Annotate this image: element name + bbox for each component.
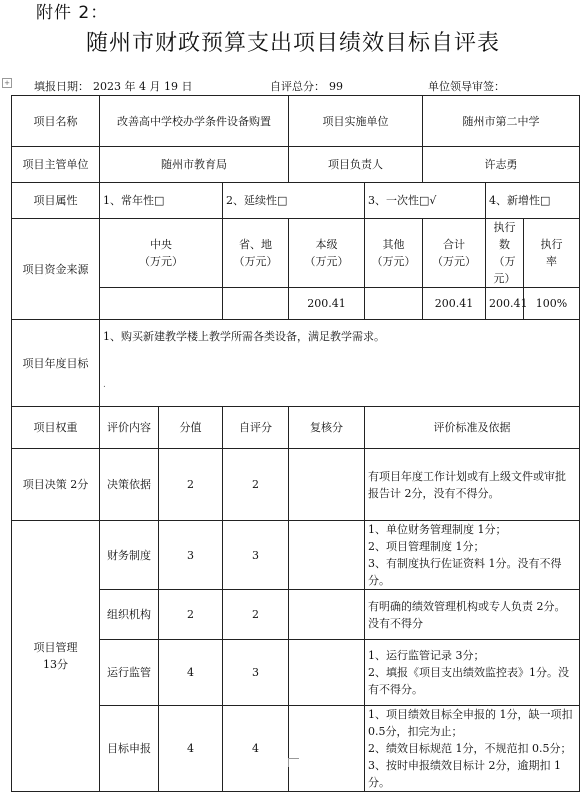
mgmt-standard-finance: 1、单位财务管理制度 1分； 2、项目管理制度 1分； 3、有制度执行佐证资料 1分。没有不得分。	[365, 521, 580, 590]
mgmt-self-supervision: 3	[223, 640, 289, 706]
funds-value-local: 200.41	[289, 288, 365, 320]
mgmt-score-org: 2	[159, 590, 223, 640]
mgmt-self-finance: 3	[223, 521, 289, 590]
mgmt-review-supervision	[289, 640, 365, 706]
attr-option-2: 2、延续性□	[223, 183, 365, 219]
table-row	[12, 147, 580, 183]
attr-option-1: 1、常年性□	[100, 183, 223, 219]
decision-score: 2	[159, 449, 223, 521]
evaluation-table	[11, 95, 580, 792]
mgmt-self-target: 4	[223, 706, 289, 792]
table-row	[12, 96, 580, 147]
goal-text-line: 1、购买新建教学楼上教学所需各类设备，满足教学需求。	[103, 330, 385, 343]
funds-header-province: 省、地 （万元）	[223, 219, 289, 288]
attr-option-3: 3、一次性□√	[365, 183, 486, 219]
leader-signoff	[428, 78, 509, 94]
goal-label: 项目年度目标	[12, 320, 100, 407]
total-score-label: 自评总分：	[270, 80, 325, 93]
funds-header-rate: 执行 率	[524, 219, 580, 288]
header-self: 自评分	[223, 407, 289, 449]
dept-label: 项目主管单位	[12, 147, 100, 183]
dept-value: 随州市教育局	[100, 147, 289, 183]
fill-date-label: 填报日期：	[34, 80, 89, 93]
impl-unit-value: 随州市第二中学	[423, 96, 580, 147]
fill-date	[34, 78, 196, 94]
page-corner-mark	[288, 758, 299, 767]
table-row	[12, 521, 580, 590]
mgmt-standard-org: 有明确的绩效管理机构或专人负责 2分。没有不得分	[365, 590, 580, 640]
mgmt-standard-supervision: 1、运行监管记录 3分； 2、填报《项目支出绩效监控表》1分。没有不得分。	[365, 640, 580, 706]
owner-value: 许志勇	[423, 147, 580, 183]
attr-option-4: 4、新增性□	[486, 183, 580, 219]
impl-unit-label: 项目实施单位	[289, 96, 423, 147]
funds-header-total: 合计 （万元）	[423, 219, 486, 288]
decision-weight: 项目决策 2分	[12, 449, 100, 521]
mgmt-score-target: 4	[159, 706, 223, 792]
funds-label: 项目资金来源	[12, 219, 100, 320]
mgmt-content-target: 目标申报	[100, 706, 159, 792]
decision-standard: 有项目年度工作计划或有上级文件或审批报告计 2分，没有不得分。	[365, 449, 580, 521]
mgmt-content-org: 组织机构	[100, 590, 159, 640]
mgmt-content-finance: 财务制度	[100, 521, 159, 590]
header-standard: 评价标准及依据	[365, 407, 580, 449]
header-content: 评价内容	[100, 407, 159, 449]
goal-text	[100, 320, 580, 407]
mgmt-content-supervision: 运行监管	[100, 640, 159, 706]
funds-value-province	[223, 288, 289, 320]
form-title: 随州市财政预算支出项目绩效目标自评表	[85, 31, 500, 56]
table-row	[12, 407, 580, 449]
table-row	[12, 183, 580, 219]
header-score: 分值	[159, 407, 223, 449]
total-score-value: 99	[329, 80, 343, 93]
funds-value-other	[365, 288, 423, 320]
header-review: 复核分	[289, 407, 365, 449]
table-row	[12, 449, 580, 521]
attr-label: 项目属性	[12, 183, 100, 219]
mgmt-review-target	[289, 706, 365, 792]
funds-value-rate: 100%	[524, 288, 580, 320]
funds-header-other: 其他 （万元）	[365, 219, 423, 288]
funds-header-executed: 执行数 （万元）	[486, 219, 524, 288]
owner-label: 项目负责人	[289, 147, 423, 183]
fill-date-value: 2023 年 4 月 19 日	[93, 80, 193, 93]
funds-header-central: 中央 （万元）	[100, 219, 223, 288]
mgmt-self-org: 2	[223, 590, 289, 640]
table-row	[12, 219, 580, 288]
project-name-label: 项目名称	[12, 96, 100, 147]
attachment-label: 附件 2：	[36, 3, 109, 23]
total-score	[270, 78, 347, 94]
funds-value-central	[100, 288, 223, 320]
decision-self: 2	[223, 449, 289, 521]
management-weight: 项目管理 13分	[12, 521, 100, 792]
mgmt-review-org	[289, 590, 365, 640]
mgmt-score-supervision: 4	[159, 640, 223, 706]
table-anchor-icon: +	[2, 78, 12, 88]
funds-header-local: 本级 （万元）	[289, 219, 365, 288]
decision-content: 决策依据	[100, 449, 159, 521]
mgmt-standard-target: 1、项目绩效目标全申报的 1分，缺一项扣 0.5分，扣完为止； 2、绩效目标规范 1分，不规范扣 0.5分； 3、按时申报绩效目标计 2分，逾期扣 1分。	[365, 706, 580, 792]
table-row	[12, 320, 580, 407]
funds-value-executed: 200.41	[486, 288, 524, 320]
funds-value-total: 200.41	[423, 288, 486, 320]
decision-review	[289, 449, 365, 521]
header-weight: 项目权重	[12, 407, 100, 449]
mgmt-review-finance	[289, 521, 365, 590]
project-name-value: 改善高中学校办学条件设备购置	[100, 96, 289, 147]
goal-dot: .	[103, 380, 106, 390]
mgmt-score-finance: 3	[159, 521, 223, 590]
leader-signoff-label: 单位领导审签：	[428, 80, 505, 93]
